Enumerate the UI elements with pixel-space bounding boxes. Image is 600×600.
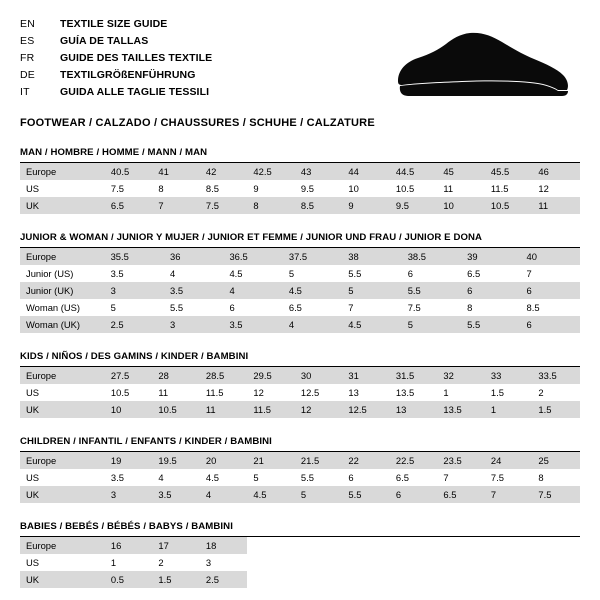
cell: 7 [443, 472, 449, 483]
cell-empty [247, 554, 295, 571]
cell-empty [532, 554, 580, 571]
cell: 2 [538, 387, 544, 398]
cell: 28.5 [200, 367, 248, 384]
cell: 10.5 [395, 183, 415, 194]
cell: 42 [200, 163, 248, 180]
cell: 4 [223, 282, 282, 299]
cell: 6 [521, 282, 580, 299]
section-title: MAN / HOMBRE / HOMME / MANN / MAN [20, 147, 580, 163]
footwear-category-title: FOOTWEAR / CALZADO / CHAUSSURES / SCHUHE / CALZATURE [20, 117, 375, 129]
cell: 7.5 [110, 183, 124, 194]
table-row [20, 401, 580, 418]
table-row [20, 469, 580, 486]
cell: 38 [342, 248, 401, 265]
cell: 7.5 [407, 302, 421, 313]
cell: 1 [443, 387, 449, 398]
cell: 23.5 [437, 452, 485, 469]
language-row [20, 84, 212, 100]
cell: 12 [295, 401, 343, 418]
cell: 7.5 [532, 486, 580, 503]
cell: 9 [253, 183, 259, 194]
cell: 3.5 [110, 472, 124, 483]
cell: 5.5 [402, 282, 461, 299]
cell: 6 [407, 268, 413, 279]
section-junior-woman [20, 232, 580, 333]
cell-empty [485, 537, 533, 554]
cell: 33.5 [532, 367, 580, 384]
cell: 8 [158, 183, 164, 194]
cell: 21.5 [295, 452, 343, 469]
cell: 37.5 [283, 248, 342, 265]
cell: 6 [348, 472, 354, 483]
row-label: Woman (UK) [20, 316, 105, 333]
cell: 4 [283, 316, 342, 333]
cell: 12 [538, 183, 549, 194]
cell-empty [247, 537, 295, 554]
cell: 24 [485, 452, 533, 469]
row-label: UK [20, 401, 105, 418]
table-row [20, 248, 580, 265]
table-row [20, 367, 580, 384]
cell: 7.5 [490, 472, 504, 483]
row-label: UK [20, 571, 105, 588]
cell: 12.5 [300, 387, 320, 398]
cell: 5.5 [300, 472, 314, 483]
size-table-babies [20, 537, 580, 588]
table-row [20, 554, 580, 571]
cell-empty [295, 554, 343, 571]
cell: 45 [437, 163, 485, 180]
cell: 22 [342, 452, 390, 469]
cell: 18 [200, 537, 248, 554]
cell: 7 [526, 268, 532, 279]
cell: 5.5 [461, 316, 520, 333]
cell: 1.5 [532, 401, 580, 418]
cell: 39 [461, 248, 520, 265]
dress-shoe-icon [382, 28, 572, 103]
section-title: JUNIOR & WOMAN / JUNIOR Y MUJER / JUNIOR ET FEMME / JUNIOR UND FRAU / JUNIOR E DONA [20, 232, 580, 248]
language-title-list [20, 16, 212, 101]
table-row [20, 384, 580, 401]
cell-empty [390, 571, 438, 588]
size-table-junior-woman [20, 248, 580, 333]
language-code: ES [20, 35, 35, 47]
cell: 5 [342, 282, 401, 299]
cell: 10.5 [485, 197, 533, 214]
section-kids [20, 351, 580, 418]
cell: 8 [247, 197, 295, 214]
cell: 4.5 [247, 486, 295, 503]
cell: 5.5 [170, 302, 184, 313]
cell-empty [342, 554, 390, 571]
row-label: Junior (UK) [20, 282, 105, 299]
cell: 6 [229, 302, 235, 313]
cell: 6 [521, 316, 580, 333]
cell: 3.5 [164, 282, 223, 299]
cell: 11.5 [247, 401, 295, 418]
row-label: Junior (US) [26, 268, 74, 279]
cell: 10 [348, 183, 359, 194]
table-row [20, 299, 580, 316]
cell: 7 [348, 302, 354, 313]
cell: 4 [170, 268, 176, 279]
cell: 13 [390, 401, 438, 418]
cell: 5 [295, 486, 343, 503]
language-code: IT [20, 86, 30, 98]
section-man [20, 147, 580, 214]
table-row [20, 180, 580, 197]
row-label: US [26, 183, 40, 194]
cell-empty [437, 554, 485, 571]
cell: 5.5 [348, 268, 362, 279]
cell: 22.5 [390, 452, 438, 469]
cell: 4.5 [205, 472, 219, 483]
row-label: UK [20, 197, 105, 214]
cell-empty [485, 554, 533, 571]
cell-empty [390, 537, 438, 554]
cell: 27.5 [105, 367, 153, 384]
cell: 10.5 [152, 401, 200, 418]
cell: 9.5 [390, 197, 438, 214]
cell: 36.5 [223, 248, 282, 265]
cell-empty [532, 537, 580, 554]
cell: 5 [253, 472, 259, 483]
cell: 38.5 [402, 248, 461, 265]
cell: 5 [110, 302, 116, 313]
language-row [20, 33, 212, 49]
cell: 1 [485, 401, 533, 418]
cell: 41 [152, 163, 200, 180]
cell: 16 [105, 537, 153, 554]
cell: 36 [164, 248, 223, 265]
cell: 4.5 [283, 282, 342, 299]
cell: 40.5 [105, 163, 153, 180]
cell: 7.5 [200, 197, 248, 214]
table-row [20, 316, 580, 333]
cell: 11 [158, 387, 169, 398]
cell: 2 [158, 557, 164, 568]
cell: 3 [205, 557, 212, 568]
table-row [20, 163, 580, 180]
cell: 6.5 [395, 472, 409, 483]
language-row [20, 67, 212, 83]
cell: 8 [467, 302, 473, 313]
cell-empty [437, 571, 485, 588]
size-table-kids [20, 367, 580, 418]
cell-empty [295, 537, 343, 554]
cell-empty [485, 571, 533, 588]
cell: 4.5 [229, 268, 243, 279]
cell: 29.5 [247, 367, 295, 384]
table-row [20, 197, 580, 214]
row-label: Europe [20, 452, 105, 469]
language-code: DE [20, 69, 35, 81]
cell: 3.5 [152, 486, 200, 503]
cell: 8.5 [295, 197, 343, 214]
cell: 9.5 [300, 183, 314, 194]
cell: 10 [437, 197, 485, 214]
cell: 35.5 [105, 248, 164, 265]
cell: 7 [485, 486, 533, 503]
cell: 12.5 [342, 401, 390, 418]
row-label: Woman (US) [26, 302, 81, 313]
cell-empty [390, 554, 438, 571]
cell: 5.5 [342, 486, 390, 503]
language-row [20, 16, 212, 32]
cell: 11 [532, 197, 580, 214]
cell: 25 [532, 452, 580, 469]
language-title: GUÍA DE TALLAS [60, 35, 149, 47]
cell: 45.5 [485, 163, 533, 180]
cell: 20 [200, 452, 248, 469]
cell: 6.5 [105, 197, 153, 214]
cell: 5 [402, 316, 461, 333]
cell: 5 [288, 268, 295, 279]
table-row [20, 265, 580, 282]
cell: 28 [152, 367, 200, 384]
cell: 2.5 [200, 571, 248, 588]
cell-empty [532, 571, 580, 588]
section-babies [20, 521, 580, 588]
row-label: Europe [20, 163, 105, 180]
section-title: CHILDREN / INFANTIL / ENFANTS / KINDER / BAMBINI [20, 436, 580, 452]
cell: 1 [110, 557, 117, 568]
cell: 44 [342, 163, 390, 180]
cell: 44.5 [390, 163, 438, 180]
section-title: KIDS / NIÑOS / DES GAMINS / KINDER / BAMBINI [20, 351, 580, 367]
language-row [20, 50, 212, 66]
cell-empty [342, 571, 390, 588]
language-title: TEXTILGRÖßENFÜHRUNG [60, 69, 196, 81]
cell: 4 [200, 486, 248, 503]
cell: 7 [152, 197, 200, 214]
cell: 0.5 [105, 571, 153, 588]
row-label: Europe [20, 248, 105, 265]
size-table-children [20, 452, 580, 503]
cell: 10.5 [110, 387, 130, 398]
cell: 43 [295, 163, 343, 180]
row-label: Europe [20, 367, 105, 384]
cell: 4 [158, 472, 164, 483]
table-row [20, 537, 580, 554]
cell: 3.5 [223, 316, 282, 333]
cell: 1.5 [490, 387, 504, 398]
cell: 6 [461, 282, 520, 299]
cell: 6.5 [437, 486, 485, 503]
cell: 13 [348, 387, 359, 398]
cell: 32 [437, 367, 485, 384]
cell: 40 [521, 248, 580, 265]
cell: 30 [295, 367, 343, 384]
cell: 1.5 [152, 571, 200, 588]
row-label: Europe [20, 537, 105, 554]
cell: 19 [105, 452, 153, 469]
cell: 11 [443, 183, 454, 194]
row-label: UK [20, 486, 105, 503]
cell: 46 [532, 163, 580, 180]
section-title: BABIES / BEBÉS / BÉBÉS / BABYS / BAMBINI [20, 521, 580, 537]
cell: 11 [200, 401, 248, 418]
table-row [20, 571, 580, 588]
language-title: GUIDA ALLE TAGLIE TESSILI [60, 86, 210, 98]
cell: 3 [105, 486, 153, 503]
cell: 3.5 [110, 268, 124, 279]
cell: 11.5 [490, 183, 509, 194]
cell: 31 [342, 367, 390, 384]
cell: 3 [105, 282, 164, 299]
cell-empty [295, 571, 343, 588]
cell: 8.5 [526, 302, 540, 313]
cell: 8 [538, 472, 544, 483]
cell: 33 [485, 367, 533, 384]
language-title: GUIDE DES TAILLES TEXTILE [60, 52, 213, 64]
language-code: EN [20, 18, 35, 30]
cell: 2.5 [105, 316, 164, 333]
cell: 3 [164, 316, 223, 333]
cell: 12 [253, 387, 264, 398]
row-label: US [26, 472, 40, 483]
cell: 11.5 [205, 387, 224, 398]
cell: 21 [247, 452, 295, 469]
page-header [20, 16, 580, 103]
cell: 6 [390, 486, 438, 503]
cell-empty [247, 571, 295, 588]
cell: 31.5 [390, 367, 438, 384]
row-label: US [26, 557, 40, 568]
language-code: FR [20, 52, 35, 64]
cell: 19.5 [152, 452, 200, 469]
cell: 9 [342, 197, 390, 214]
cell: 4.5 [342, 316, 401, 333]
cell: 8.5 [205, 183, 219, 194]
language-title: TEXTILE SIZE GUIDE [60, 18, 168, 30]
table-row [20, 452, 580, 469]
section-children [20, 436, 580, 503]
cell: 13.5 [395, 387, 415, 398]
table-row [20, 486, 580, 503]
cell: 6.5 [467, 268, 481, 279]
cell: 10 [105, 401, 153, 418]
row-label: US [26, 387, 40, 398]
cell-empty [437, 537, 485, 554]
cell-empty [342, 537, 390, 554]
cell: 6.5 [288, 302, 302, 313]
cell: 13.5 [437, 401, 485, 418]
cell: 17 [152, 537, 200, 554]
size-table-man [20, 163, 580, 214]
table-row [20, 282, 580, 299]
cell: 42.5 [247, 163, 295, 180]
